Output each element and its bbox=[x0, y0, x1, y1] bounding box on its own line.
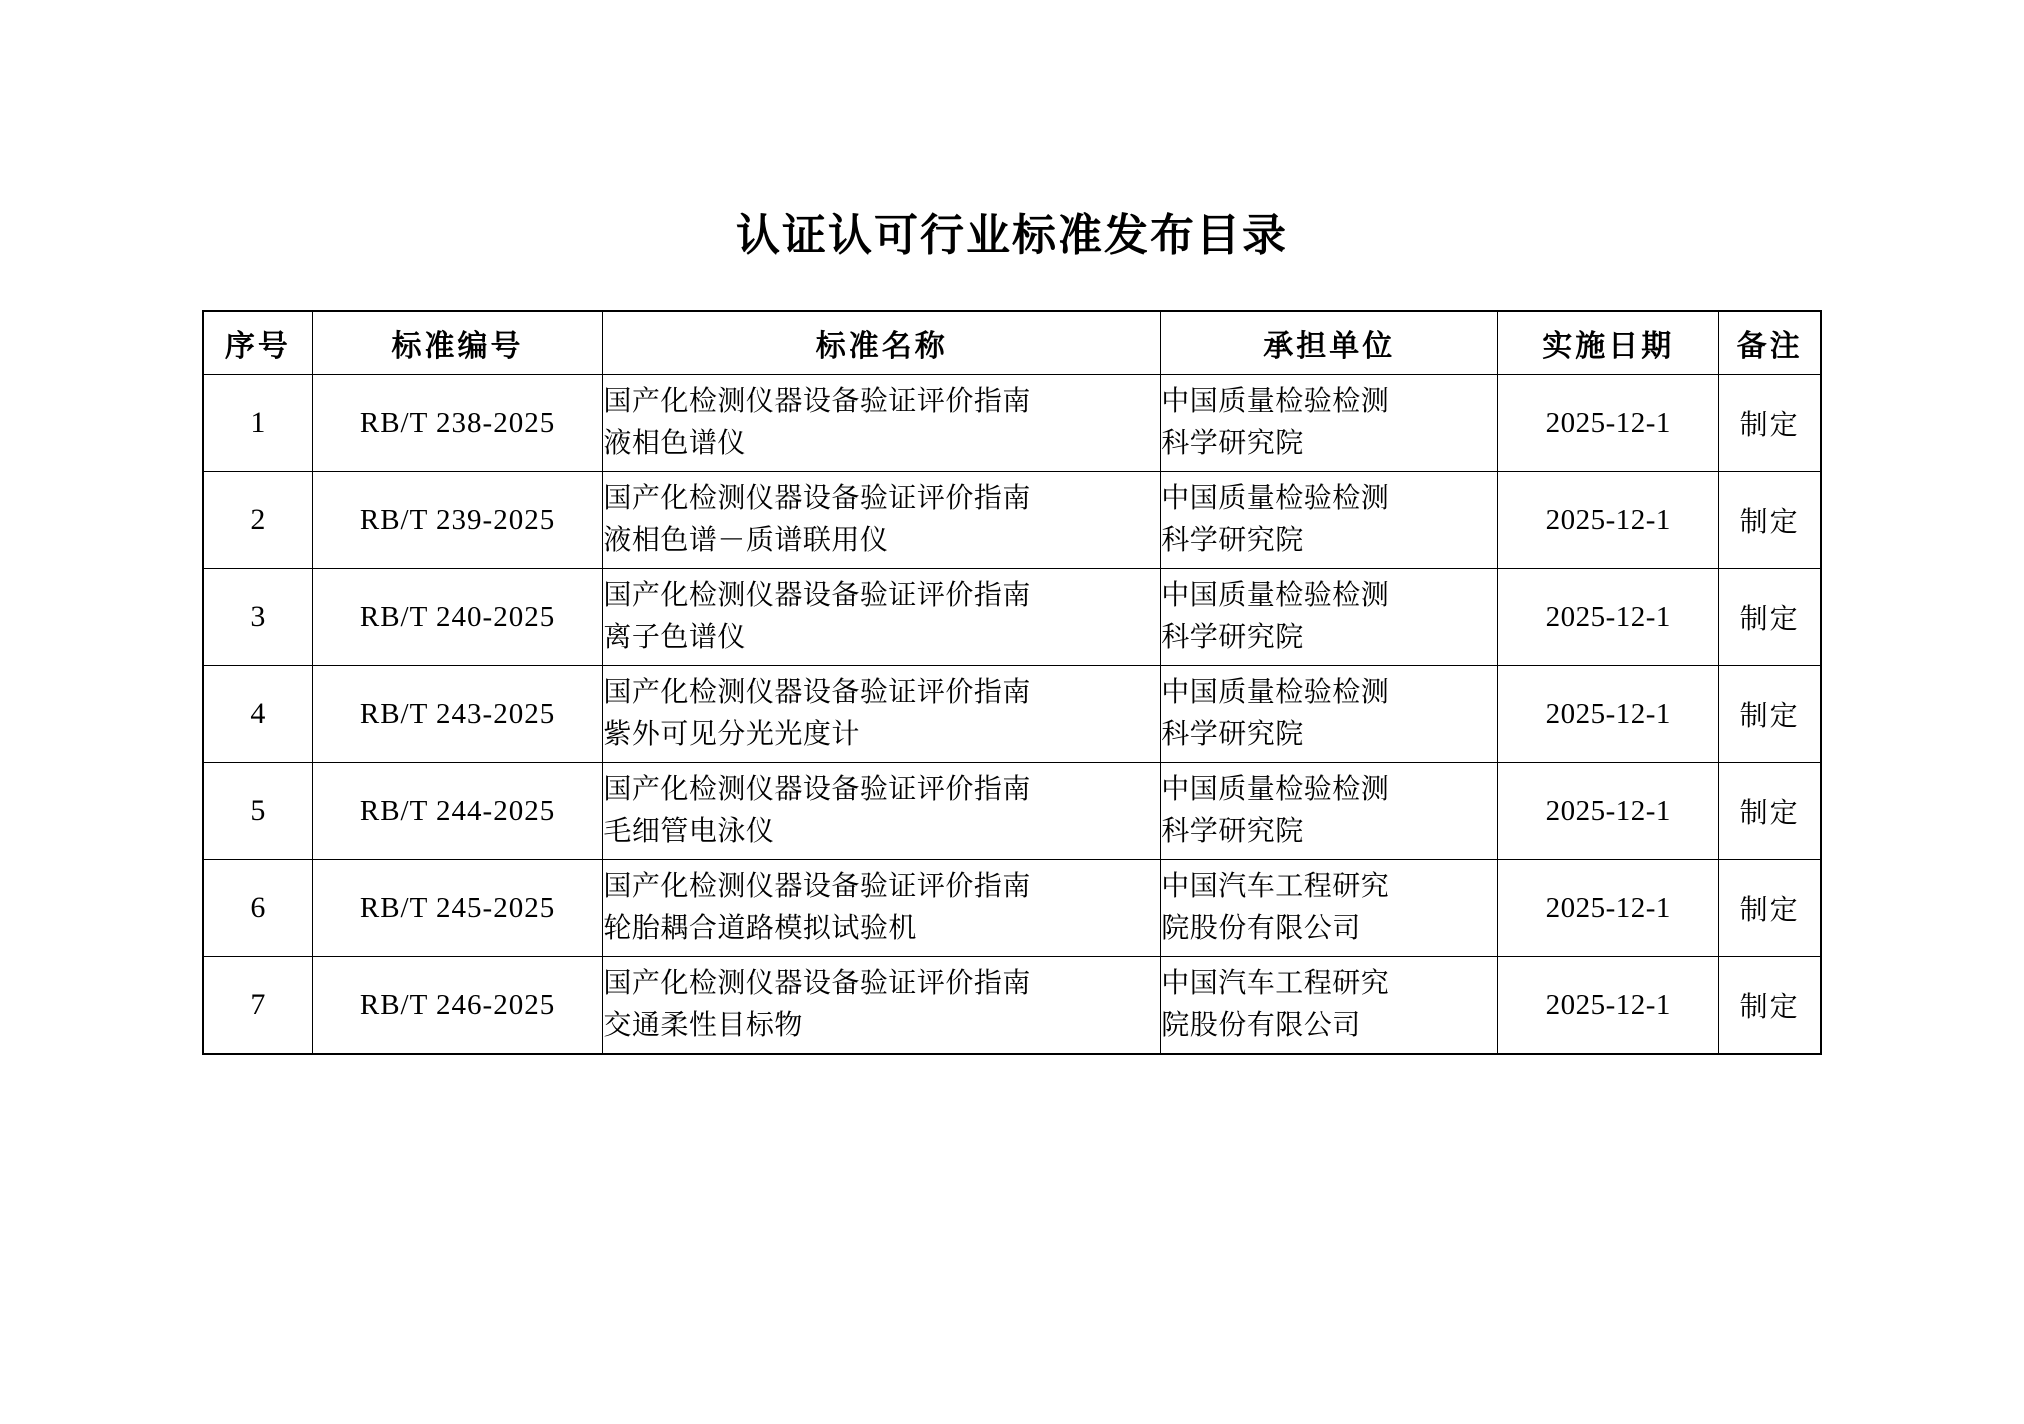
table-row bbox=[203, 375, 1821, 472]
table-row bbox=[203, 666, 1821, 763]
cell-name bbox=[603, 957, 1161, 1054]
cell-org-line1: 中国汽车工程研究 bbox=[1161, 871, 1390, 903]
cell-name-line2: 离子色谱仪 bbox=[603, 622, 746, 654]
cell-note: 制定 bbox=[1719, 860, 1821, 957]
cell-name-line2: 紫外可见分光光度计 bbox=[603, 719, 860, 751]
cell-date: 2025-12-1 bbox=[1498, 957, 1719, 1054]
column-header-code: 标准编号 bbox=[312, 311, 603, 375]
cell-name bbox=[603, 763, 1161, 860]
cell-code: RB/T 243-2025 bbox=[312, 666, 603, 763]
cell-org bbox=[1161, 860, 1498, 957]
cell-org-line2: 科学研究院 bbox=[1161, 525, 1304, 557]
cell-org-line2: 科学研究院 bbox=[1161, 719, 1304, 751]
table-body bbox=[203, 375, 1821, 1054]
cell-name bbox=[603, 569, 1161, 666]
cell-name-line1: 国产化检测仪器设备验证评价指南 bbox=[603, 968, 1031, 1000]
cell-org bbox=[1161, 472, 1498, 569]
cell-date: 2025-12-1 bbox=[1498, 569, 1719, 666]
cell-name-line2: 交通柔性目标物 bbox=[603, 1010, 803, 1042]
cell-org-line1: 中国质量检验检测 bbox=[1161, 774, 1390, 806]
cell-note: 制定 bbox=[1719, 666, 1821, 763]
cell-org-line1: 中国质量检验检测 bbox=[1161, 386, 1390, 418]
cell-date: 2025-12-1 bbox=[1498, 375, 1719, 472]
table-row bbox=[203, 569, 1821, 666]
cell-name bbox=[603, 860, 1161, 957]
cell-date: 2025-12-1 bbox=[1498, 666, 1719, 763]
cell-org-line1: 中国汽车工程研究 bbox=[1161, 968, 1390, 1000]
cell-name bbox=[603, 375, 1161, 472]
cell-seq: 4 bbox=[203, 666, 312, 763]
cell-note: 制定 bbox=[1719, 472, 1821, 569]
page-title: 认证认可行业标准发布目录 bbox=[736, 211, 1288, 260]
cell-seq: 7 bbox=[203, 957, 312, 1054]
cell-seq: 5 bbox=[203, 763, 312, 860]
cell-note: 制定 bbox=[1719, 957, 1821, 1054]
cell-seq: 6 bbox=[203, 860, 312, 957]
cell-code: RB/T 238-2025 bbox=[312, 375, 603, 472]
column-header-name: 标准名称 bbox=[603, 311, 1161, 375]
cell-name-line2: 毛细管电泳仪 bbox=[603, 816, 775, 848]
cell-org-line2: 科学研究院 bbox=[1161, 622, 1304, 654]
table-header-row bbox=[203, 311, 1821, 375]
cell-note: 制定 bbox=[1719, 569, 1821, 666]
cell-date: 2025-12-1 bbox=[1498, 763, 1719, 860]
cell-name-line1: 国产化检测仪器设备验证评价指南 bbox=[603, 483, 1031, 515]
cell-name-line1: 国产化检测仪器设备验证评价指南 bbox=[603, 871, 1031, 903]
cell-name-line1: 国产化检测仪器设备验证评价指南 bbox=[603, 580, 1031, 612]
cell-org bbox=[1161, 375, 1498, 472]
table-container bbox=[202, 260, 1822, 1055]
cell-name bbox=[603, 472, 1161, 569]
standards-catalog-table bbox=[202, 310, 1822, 1055]
cell-name-line2: 液相色谱仪 bbox=[603, 428, 746, 460]
cell-seq: 1 bbox=[203, 375, 312, 472]
column-header-org: 承担单位 bbox=[1161, 311, 1498, 375]
cell-code: RB/T 240-2025 bbox=[312, 569, 603, 666]
table-header bbox=[203, 311, 1821, 375]
cell-note: 制定 bbox=[1719, 375, 1821, 472]
cell-org-line1: 中国质量检验检测 bbox=[1161, 483, 1390, 515]
cell-name-line2: 轮胎耦合道路模拟试验机 bbox=[603, 913, 917, 945]
cell-org-line2: 科学研究院 bbox=[1161, 816, 1304, 848]
cell-org-line2: 院股份有限公司 bbox=[1161, 1010, 1361, 1042]
cell-org-line2: 科学研究院 bbox=[1161, 428, 1304, 460]
cell-code: RB/T 245-2025 bbox=[312, 860, 603, 957]
cell-name-line1: 国产化检测仪器设备验证评价指南 bbox=[603, 677, 1031, 709]
cell-note: 制定 bbox=[1719, 763, 1821, 860]
cell-org bbox=[1161, 666, 1498, 763]
cell-org-line1: 中国质量检验检测 bbox=[1161, 580, 1390, 612]
cell-code: RB/T 239-2025 bbox=[312, 472, 603, 569]
cell-seq: 3 bbox=[203, 569, 312, 666]
cell-name-line1: 国产化检测仪器设备验证评价指南 bbox=[603, 774, 1031, 806]
cell-name-line2: 液相色谱－质谱联用仪 bbox=[603, 525, 889, 557]
table-row bbox=[203, 860, 1821, 957]
table-row bbox=[203, 957, 1821, 1054]
cell-name bbox=[603, 666, 1161, 763]
cell-code: RB/T 244-2025 bbox=[312, 763, 603, 860]
column-header-date: 实施日期 bbox=[1498, 311, 1719, 375]
column-header-note: 备注 bbox=[1719, 311, 1821, 375]
cell-seq: 2 bbox=[203, 472, 312, 569]
cell-date: 2025-12-1 bbox=[1498, 472, 1719, 569]
cell-org-line2: 院股份有限公司 bbox=[1161, 913, 1361, 945]
cell-org bbox=[1161, 569, 1498, 666]
cell-code: RB/T 246-2025 bbox=[312, 957, 603, 1054]
table-row bbox=[203, 763, 1821, 860]
column-header-seq: 序号 bbox=[203, 311, 312, 375]
cell-name-line1: 国产化检测仪器设备验证评价指南 bbox=[603, 386, 1031, 418]
cell-org bbox=[1161, 763, 1498, 860]
cell-date: 2025-12-1 bbox=[1498, 860, 1719, 957]
cell-org-line1: 中国质量检验检测 bbox=[1161, 677, 1390, 709]
table-row bbox=[203, 472, 1821, 569]
cell-org bbox=[1161, 957, 1498, 1054]
